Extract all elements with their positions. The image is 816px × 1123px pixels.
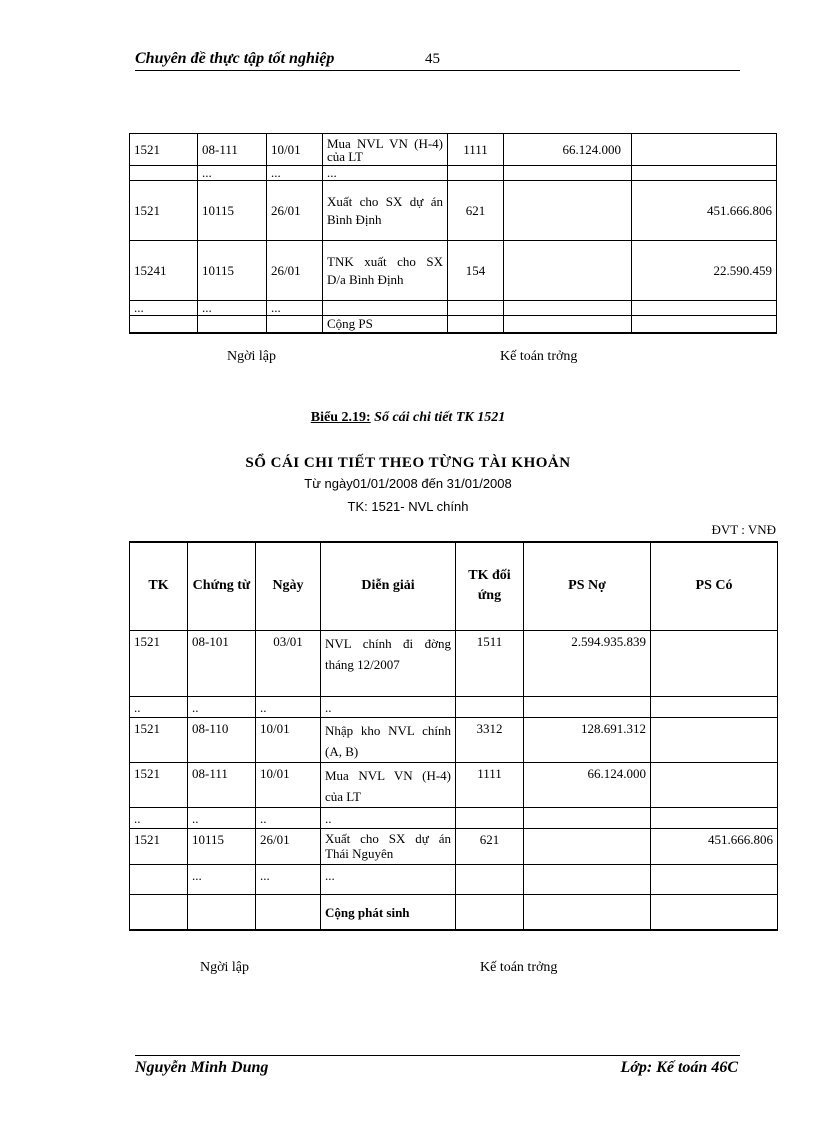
caption-prefix: Biểu 2.19: <box>310 410 371 425</box>
cell-credit <box>651 762 778 807</box>
cell-tk <box>130 166 198 181</box>
column-header-credit: PS Có <box>651 542 778 630</box>
ledger-table-continued <box>129 133 777 334</box>
cell-credit <box>632 301 777 316</box>
cell-voucher: 08-111 <box>188 762 256 807</box>
cell-credit <box>651 894 778 930</box>
cell-contra-account <box>456 696 524 717</box>
cell-debit: 66.124.000 <box>524 762 651 807</box>
cell-credit <box>651 807 778 828</box>
cell-contra-account <box>448 301 504 316</box>
cell-description: Mua NVL VN (H-4) của LT <box>323 134 448 166</box>
cell-debit: 66.124.000 <box>504 134 632 166</box>
cell-debit <box>524 807 651 828</box>
cell-date <box>267 316 323 333</box>
cell-tk: 1521 <box>130 828 188 864</box>
table-row <box>130 717 778 762</box>
table-row <box>130 181 777 241</box>
cell-tk: 1521 <box>130 630 188 696</box>
cell-debit <box>504 316 632 333</box>
column-header-tk: TK <box>130 542 188 630</box>
cell-date <box>256 894 321 930</box>
cell-date: ... <box>267 301 323 316</box>
cell-voucher: 08-111 <box>198 134 267 166</box>
cell-voucher <box>198 316 267 333</box>
cell-debit <box>524 696 651 717</box>
cell-contra-account <box>448 316 504 333</box>
total-label: Cộng phát sinh <box>321 894 456 930</box>
cell-description: Nhập kho NVL chính (A, B) <box>321 717 456 762</box>
cell-description: Mua NVL VN (H-4) của LT <box>321 762 456 807</box>
cell-tk: 1521 <box>130 181 198 241</box>
table-row <box>130 696 778 717</box>
table-total-row <box>130 316 777 333</box>
cell-description: ... <box>321 864 456 894</box>
cell-voucher: ... <box>188 864 256 894</box>
cell-tk: .. <box>130 807 188 828</box>
chief-accountant-signature-label: Kế toán trởng <box>480 960 558 975</box>
ledger-table <box>129 541 778 931</box>
cell-date: 03/01 <box>256 630 321 696</box>
cell-tk: .. <box>130 696 188 717</box>
column-header-contra-account: TK đối ứng <box>456 542 524 630</box>
cell-debit: 2.594.935.839 <box>524 630 651 696</box>
table-caption <box>0 410 816 426</box>
cell-debit <box>504 301 632 316</box>
footer-class: Lớp: Kế toán 46C <box>620 1059 738 1076</box>
cell-description: ... <box>323 166 448 181</box>
ledger-title: SỔ CÁI CHI TIẾT THEO TỪNG TÀI KHOẢN <box>245 455 571 471</box>
cell-credit <box>632 316 777 333</box>
cell-voucher: 10115 <box>188 828 256 864</box>
column-header-date: Ngày <box>256 542 321 630</box>
cell-contra-account <box>456 807 524 828</box>
cell-tk <box>130 864 188 894</box>
cell-date: 26/01 <box>267 241 323 301</box>
cell-debit <box>504 166 632 181</box>
table-row <box>130 134 777 166</box>
cell-debit <box>524 894 651 930</box>
cell-contra-account <box>448 166 504 181</box>
cell-voucher: 10115 <box>198 181 267 241</box>
cell-voucher: .. <box>188 696 256 717</box>
cell-credit: 22.590.459 <box>632 241 777 301</box>
table-row <box>130 630 778 696</box>
table-row <box>130 828 778 864</box>
cell-voucher: ... <box>198 301 267 316</box>
footer-divider <box>135 1055 740 1056</box>
cell-description <box>323 301 448 316</box>
cell-debit <box>524 864 651 894</box>
cell-description: TNK xuất cho SX D/a Bình Định <box>323 241 448 301</box>
cell-contra-account: 1511 <box>456 630 524 696</box>
cell-date: 10/01 <box>256 717 321 762</box>
cell-tk: 1521 <box>130 134 198 166</box>
cell-date: .. <box>256 696 321 717</box>
caption-text: Sổ cái chi tiết TK 1521 <box>374 410 506 425</box>
preparer-signature-label: Ngời lập <box>200 960 250 975</box>
cell-description: .. <box>321 807 456 828</box>
cell-voucher: 10115 <box>198 241 267 301</box>
cell-description: NVL chính đi đờng tháng 12/2007 <box>321 630 456 696</box>
cell-tk <box>130 894 188 930</box>
cell-contra-account: 621 <box>456 828 524 864</box>
cell-credit <box>651 630 778 696</box>
cell-voucher: 08-101 <box>188 630 256 696</box>
cell-contra-account: 1111 <box>448 134 504 166</box>
table-row <box>130 864 778 894</box>
column-header-description: Diễn giải <box>321 542 456 630</box>
cell-contra-account: 3312 <box>456 717 524 762</box>
cell-contra-account: 621 <box>448 181 504 241</box>
header-divider <box>135 70 740 71</box>
header-title: Chuyên đề thực tập tốt nghiệp <box>135 50 335 67</box>
table-row <box>130 301 777 316</box>
table-row <box>130 166 777 181</box>
table-row <box>130 807 778 828</box>
table-row <box>130 762 778 807</box>
ledger-period: Từ ngày01/01/2008 đến 31/01/2008 <box>304 476 512 491</box>
cell-contra-account: 154 <box>448 241 504 301</box>
column-header-voucher: Chứng từ <box>188 542 256 630</box>
cell-credit <box>651 696 778 717</box>
cell-date: 10/01 <box>256 762 321 807</box>
cell-voucher: 08-110 <box>188 717 256 762</box>
cell-description: Xuất cho SX dự án Thái Nguyên <box>321 828 456 864</box>
column-header-debit: PS Nợ <box>524 542 651 630</box>
cell-contra-account <box>456 894 524 930</box>
page-number: 45 <box>425 51 440 67</box>
cell-debit: 128.691.312 <box>524 717 651 762</box>
cell-debit <box>504 181 632 241</box>
cell-description: .. <box>321 696 456 717</box>
cell-voucher <box>188 894 256 930</box>
cell-credit: 451.666.806 <box>651 828 778 864</box>
cell-credit <box>632 166 777 181</box>
cell-description: Xuất cho SX dự án Bình Định <box>323 181 448 241</box>
total-label: Cộng PS <box>323 316 448 333</box>
cell-tk: ... <box>130 301 198 316</box>
cell-tk <box>130 316 198 333</box>
ledger-account: TK: 1521- NVL chính <box>347 499 469 514</box>
chief-accountant-signature-label: Kế toán trởng <box>500 349 578 364</box>
cell-contra-account <box>456 864 524 894</box>
cell-debit <box>524 828 651 864</box>
cell-credit: 451.666.806 <box>632 181 777 241</box>
cell-voucher: ... <box>198 166 267 181</box>
cell-tk: 1521 <box>130 717 188 762</box>
cell-date: .. <box>256 807 321 828</box>
cell-credit <box>632 134 777 166</box>
preparer-signature-label: Ngời lập <box>227 349 277 364</box>
cell-date: 26/01 <box>256 828 321 864</box>
cell-voucher: .. <box>188 807 256 828</box>
table-total-row <box>130 894 778 930</box>
cell-date: 10/01 <box>267 134 323 166</box>
footer-author: Nguyễn Minh Dung <box>135 1059 269 1076</box>
table-header-row <box>130 542 778 630</box>
currency-unit: ĐVT : VNĐ <box>711 522 776 537</box>
cell-credit <box>651 864 778 894</box>
cell-contra-account: 1111 <box>456 762 524 807</box>
cell-credit <box>651 717 778 762</box>
cell-date: 26/01 <box>267 181 323 241</box>
cell-tk: 1521 <box>130 762 188 807</box>
cell-date: ... <box>256 864 321 894</box>
cell-date: ... <box>267 166 323 181</box>
cell-debit <box>504 241 632 301</box>
cell-tk: 15241 <box>130 241 198 301</box>
table-row <box>130 241 777 301</box>
